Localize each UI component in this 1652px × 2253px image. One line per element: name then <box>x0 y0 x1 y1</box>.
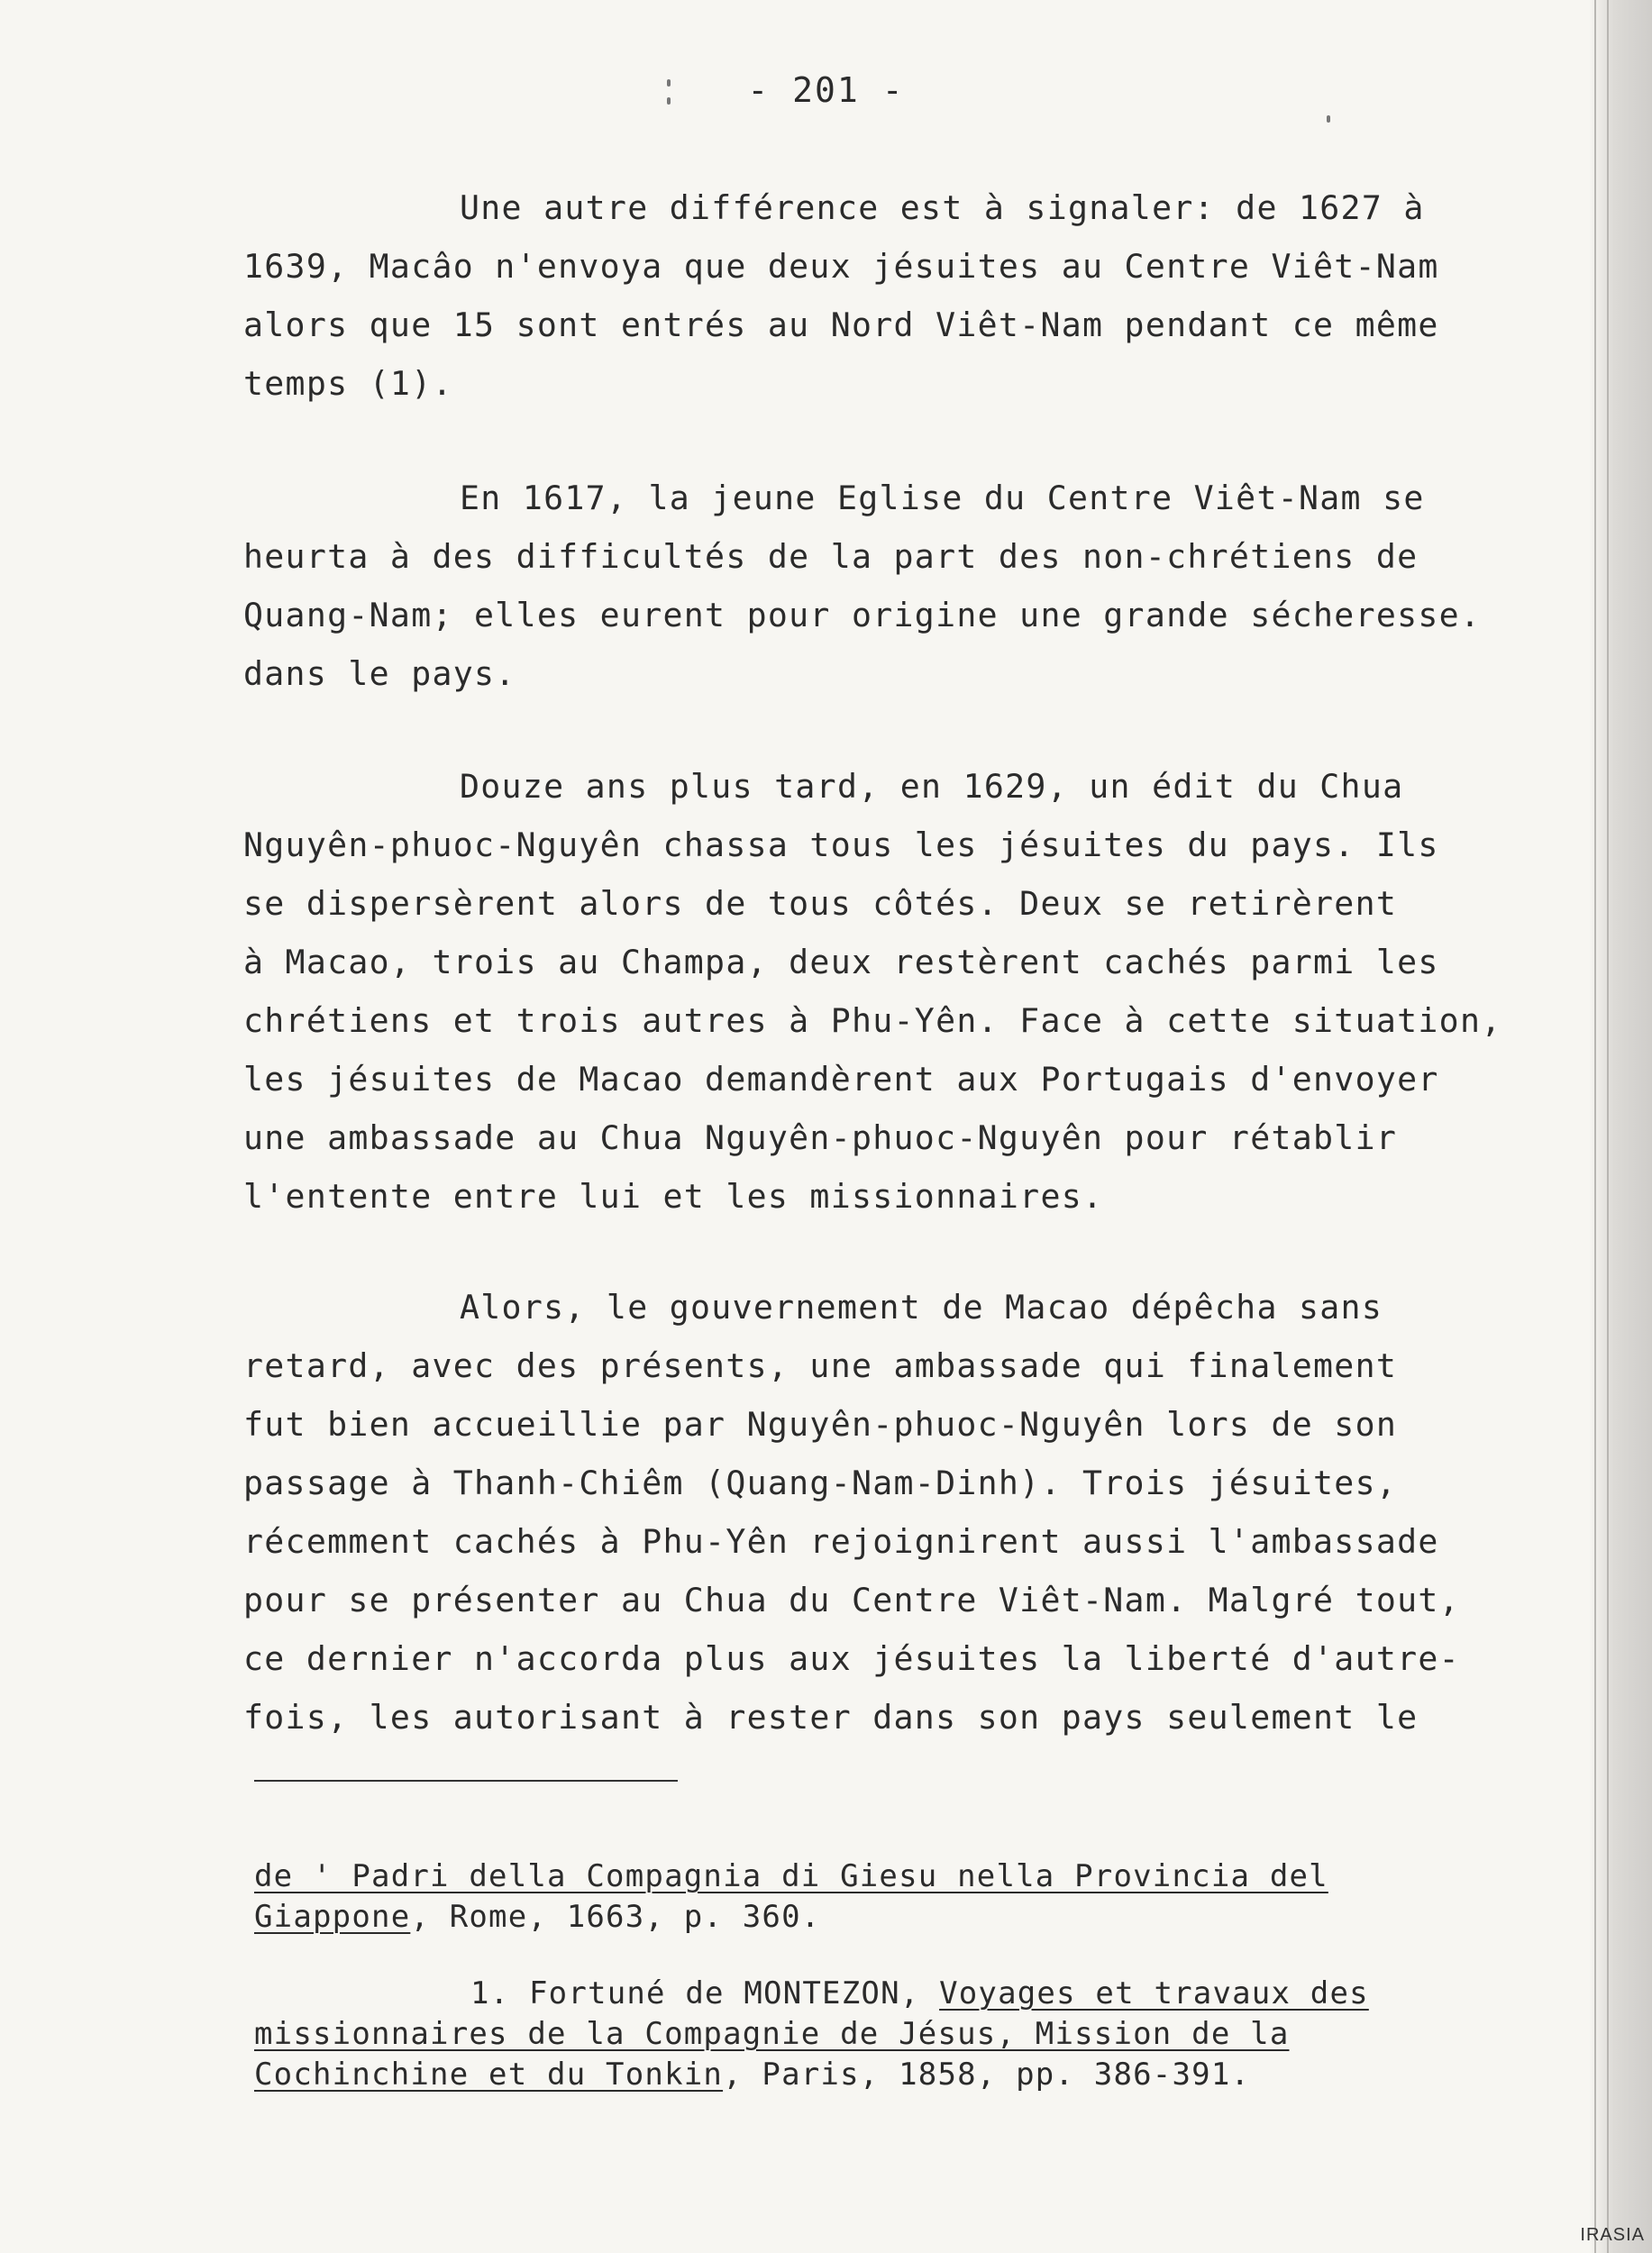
text-line: se dispersèrent alors de tous côtés. Deux se retirèrent <box>243 884 1398 923</box>
text-line: heurta à des difficultés de la part des non-chrétiens de <box>243 537 1419 576</box>
footnote-title: missionnaires de la Compagnie de Jésus, Mission de la <box>254 2016 1290 2052</box>
text-line: 1639, Macâo n'envoya que deux jésuites au Centre Viêt-Nam <box>243 247 1439 286</box>
footnote-title: Voyages et travaux des <box>939 1975 1369 2011</box>
text-line: l'entente entre lui et les missionnaires. <box>243 1177 1104 1216</box>
footnote-1 <box>254 1974 1552 2095</box>
watermark-label: IRASIA <box>1580 2225 1645 2245</box>
text-line: pour se présenter au Chua du Centre Viêt-Nam. Malgré tout, <box>243 1581 1460 1619</box>
text-line: une ambassade au Chua Nguyên-phuoc-Nguyên pour rétablir <box>243 1118 1398 1157</box>
page-edge-line <box>1607 0 1609 2253</box>
footnote-text: , Paris, 1858, pp. 386-391. <box>723 2057 1251 2093</box>
text-line: Une autre différence est à signaler: de 1627 à <box>460 188 1425 227</box>
text-line: retard, avec des présents, une ambassade qui finalement <box>243 1346 1398 1385</box>
footnote-title: Cochinchine et du Tonkin <box>254 2057 724 2093</box>
page-number: - 201 - <box>747 70 905 110</box>
ink-speck <box>1327 115 1330 123</box>
text-line: récemment cachés à Phu-Yên rejoignirent aussi l'ambassade <box>243 1522 1439 1561</box>
page-binding-edge <box>1589 0 1652 2253</box>
text-line: Quang-Nam; elles eurent pour origine une grande sécheresse. <box>243 596 1482 634</box>
paragraph-3 <box>243 757 1559 1226</box>
text-line: à Macao, trois au Champa, deux restèrent cachés parmi les <box>243 943 1439 981</box>
text-line: temps (1). <box>243 364 453 403</box>
text-line: Alors, le gouvernement de Macao dépêcha sans <box>460 1288 1383 1327</box>
text-line: chrétiens et trois autres à Phu-Yên. Face à cette situation, <box>243 1001 1502 1040</box>
footnote-line <box>254 1974 1552 2014</box>
text-line: alors que 15 sont entrés au Nord Viêt-Nam pendant ce même <box>243 306 1439 344</box>
text-line: fut bien accueillie par Nguyên-phuoc-Nguyên lors de son <box>243 1405 1398 1444</box>
text-line: dans le pays. <box>243 654 516 693</box>
footnote-continuation <box>254 1856 1552 1938</box>
footnote-line <box>254 1897 1552 1938</box>
text-line: fois, les autorisant à rester dans son pays seulement le <box>243 1698 1419 1737</box>
paragraph-2 <box>243 469 1559 703</box>
text-line: passage à Thanh-Chiêm (Quang-Nam-Dinh). Trois jésuites, <box>243 1464 1398 1502</box>
paragraph-4 <box>243 1278 1559 1747</box>
text-line: En 1617, la jeune Eglise du Centre Viêt-Nam se <box>460 479 1425 517</box>
footnote-title: Giappone <box>254 1899 411 1935</box>
text-line: les jésuites de Macao demandèrent aux Portugais d'envoyer <box>243 1060 1439 1099</box>
page-edge-line <box>1594 0 1596 2253</box>
footnote-separator <box>254 1780 678 1782</box>
footnote-text: 1. Fortuné de MONTEZON, <box>470 1975 940 2011</box>
text-line: Douze ans plus tard, en 1629, un édit du Chua <box>460 767 1404 806</box>
text-line: Nguyên-phuoc-Nguyên chassa tous les jésuites du pays. Ils <box>243 825 1439 864</box>
footnote-text: , Rome, 1663, p. 360. <box>410 1899 821 1935</box>
text-line: ce dernier n'accorda plus aux jésuites la liberté d'autre- <box>243 1639 1460 1678</box>
footnote-line: de ' Padri della Compagnia di Giesu nella Provincia del <box>254 1858 1328 1894</box>
footnote-line <box>254 2055 1552 2095</box>
paragraph-1 <box>243 178 1559 413</box>
